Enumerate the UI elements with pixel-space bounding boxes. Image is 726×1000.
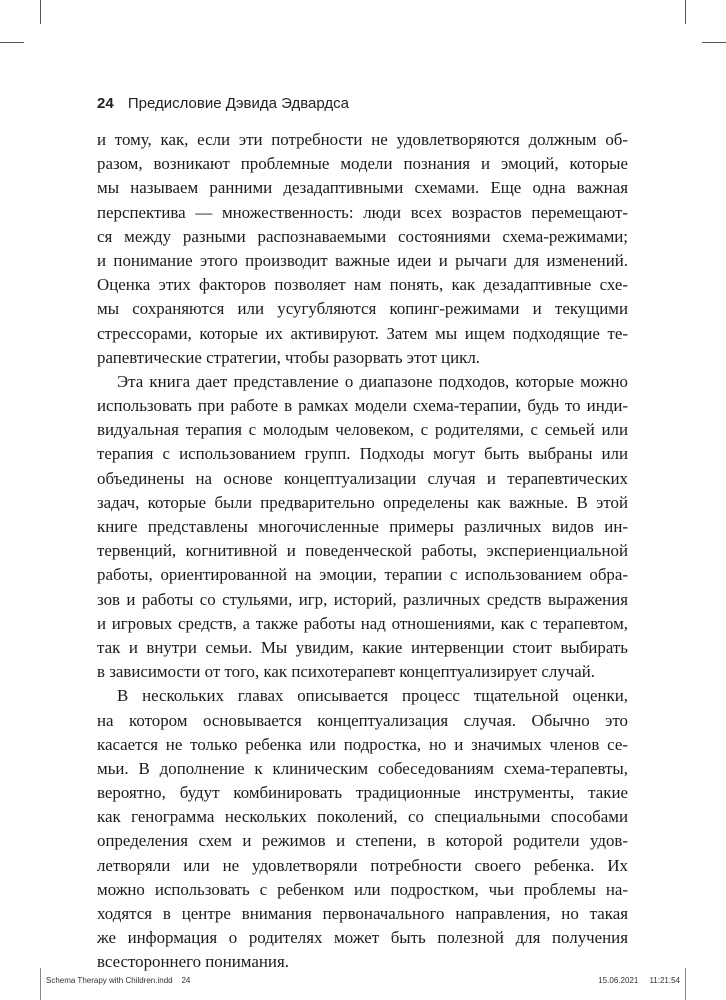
text-line: Оценка этих факторов позволяет нам понять, как дезадаптивные схе-: [97, 275, 628, 295]
text-line: мы сохраняются или усугубляются копинг-режимами и текущими: [97, 299, 628, 319]
paragraph: [97, 370, 628, 684]
slug-time: 11:21:54: [649, 976, 680, 985]
text-line: работы, ориентированной на эмоции, терапии с использованием обра-: [97, 565, 628, 585]
text-line: вероятно, будут комбинировать традиционные инструменты, такие: [97, 783, 628, 803]
running-header: [97, 95, 637, 112]
body-text: [97, 128, 628, 975]
text-line: как генограмма нескольких поколений, со специальными способами: [97, 807, 628, 827]
text-line: тервенций, когнитивной и поведенческой работы, экспериенциальной: [97, 541, 628, 561]
text-line: мы называем ранними дезадаптивными схемами. Еще одна важная: [97, 178, 628, 198]
crop-mark: [702, 42, 726, 43]
text-line: разом, возникают проблемные модели познания и эмоций, которые: [97, 154, 628, 174]
text-line: всестороннего понимания.: [97, 952, 289, 972]
text-line: мьи. В дополнение к клиническим собеседованиям схема-терапевты,: [97, 758, 628, 778]
slug-rule: [40, 968, 41, 1000]
slug-file-page: 24: [181, 976, 191, 985]
text-line: Эта книга дает представление о диапазоне подходов, которые можно: [117, 371, 628, 391]
text-line: и тому, как, если эти потребности не удовлетворяются должным об-: [97, 130, 628, 149]
text-line: рапевтические стратегии, чтобы разорвать этот цикл.: [97, 347, 480, 367]
text-line: использовать при работе в рамках модели схема-терапии, будь то инди-: [97, 396, 628, 416]
text-line: определения схем и режимов и степени, в которой родители удов-: [97, 831, 628, 851]
text-line: можно использовать с ребенком или подростком, чьи проблемы на-: [97, 879, 628, 899]
text-line: зов и работы со стульями, игр, историй, различных средств выражения: [97, 589, 628, 609]
text-line: ходятся в центре внимания первоначального направления, но такая: [97, 904, 628, 923]
text-line: на котором основывается концептуализация случая. Обычно это: [97, 710, 628, 730]
text-line: же информация о родителях может быть полезной для получения: [97, 928, 628, 948]
text-line: перспектива — множественность: люди всех возрастов перемещают-: [97, 202, 628, 222]
crop-mark: [40, 0, 41, 24]
slug-file-name: Schema Therapy with Children.indd: [46, 976, 173, 985]
text-line: летворяли или не удовлетворяли потребности своего ребенка. Их: [97, 855, 628, 875]
text-line: объединены на основе концептуализации случая и терапевтических: [97, 468, 628, 488]
text-line: касается не только ребенка или подростка, но и значимых членов се-: [97, 734, 628, 754]
text-line: терапия с использованием групп. Подходы могут быть выбраны или: [97, 444, 628, 464]
print-slug-file: [46, 976, 190, 985]
slug-date: 15.06.2021: [598, 976, 639, 985]
crop-mark: [685, 0, 686, 24]
slug-rule: [685, 968, 686, 1000]
print-slug-date: [598, 976, 680, 985]
text-line: задач, которые были предварительно определены как важные. В этой: [97, 492, 628, 512]
text-line: и понимание этого производит важные идеи и рычаги для изменений.: [97, 250, 628, 270]
paragraph: [97, 684, 628, 974]
crop-mark: [0, 42, 24, 43]
text-line: так и внутри семьи. Мы увидим, какие интервенции стоит выбирать: [97, 637, 628, 657]
text-line: и игровых средств, а также работы над отношениями, как с терапевтом,: [97, 613, 628, 633]
text-line: ся между разными распознаваемыми состояниями схема-режимами;: [97, 226, 628, 246]
text-line: видуальная терапия с молодым человеком, с родителями, с семьей или: [97, 420, 628, 440]
page-number: 24: [97, 95, 114, 112]
running-title: Предисловие Дэвида Эдвардса: [127, 95, 349, 112]
paragraph: [97, 128, 628, 370]
text-line: в зависимости от того, как психотерапевт концептуализирует случай.: [97, 662, 595, 682]
text-line: книге представлены многочисленные примеры различных видов ин-: [97, 517, 628, 536]
text-line: стрессорами, которые их активируют. Затем мы ищем подходящие те-: [97, 323, 628, 343]
text-line: В нескольких главах описывается процесс тщательной оценки,: [117, 686, 628, 706]
